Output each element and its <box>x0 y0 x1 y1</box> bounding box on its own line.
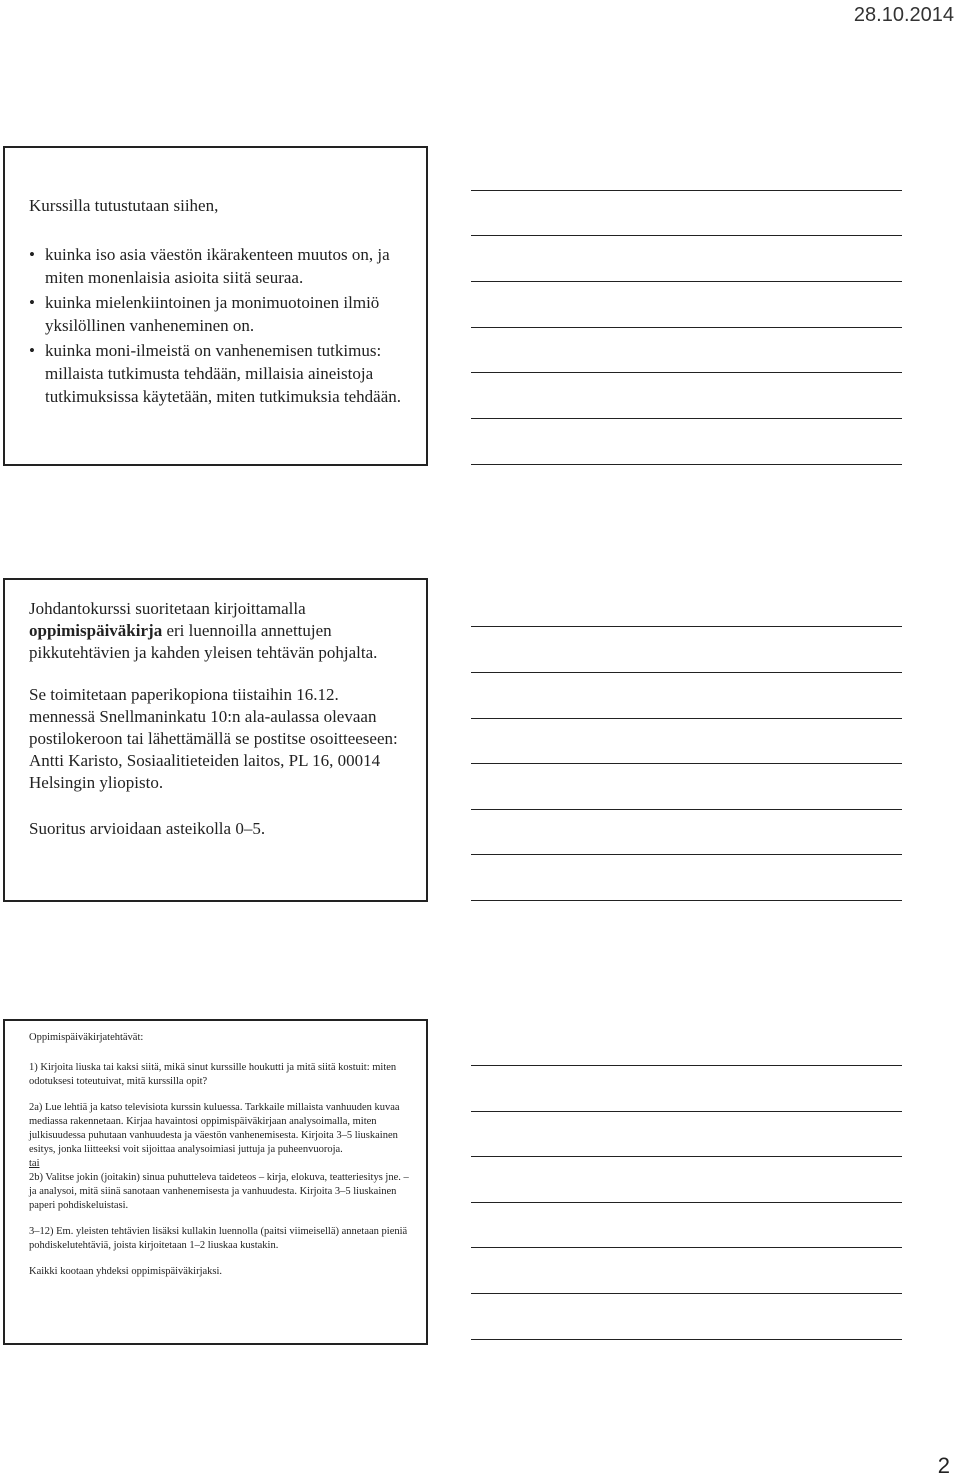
text-span: Johdantokurssi suoritetaan kirjoittamalla <box>29 599 306 618</box>
note-line <box>471 900 902 901</box>
note-line <box>471 1156 902 1157</box>
note-line <box>471 626 902 627</box>
slide-1-intro: Kurssilla tutustutaan siihen, <box>29 196 219 215</box>
text-span: eri luennoilla annettujen pikkutehtävien ja kahden yleisen tehtävän pohjalta. <box>29 621 378 662</box>
note-line <box>471 809 902 810</box>
bullet-item: • kuinka moni-ilmeistä on vanhenemisen tutkimus: millaista tutkimusta tehdään, millaisia aineistoja tutkimuksissa käytetään, miten tutkimuksia tehdään. <box>29 339 406 408</box>
closing-note: Kaikki kootaan yhdeksi oppimispäiväkirjaksi. <box>29 1266 223 1277</box>
bold-term: oppimispäiväkirja <box>29 621 163 640</box>
slide-2-paragraph-2: Se toimitetaan paperikopiona tiistaihin 16.12. mennessä Snellmaninkatu 10:n ala-aulassa olevaan postilokeroon tai lähettämällä se postitse osoitteeseen: Antti Karisto, Sosiaalitieteiden laitos, PL 16, 00014 Helsingin yliopisto. <box>29 685 398 792</box>
note-line <box>471 1202 902 1203</box>
note-line <box>471 1247 902 1248</box>
note-line <box>471 327 902 328</box>
note-line <box>471 718 902 719</box>
note-line <box>471 1293 902 1294</box>
bullet-item: • kuinka mielenkiintoinen ja monimuotoinen ilmiö yksilöllinen vanheneminen on. <box>29 291 406 337</box>
note-line <box>471 418 902 419</box>
slide-3-title: Oppimispäiväkirjatehtävät: <box>29 1032 144 1043</box>
note-line <box>471 763 902 764</box>
page-number: 2 <box>937 1453 950 1478</box>
slide-2-paragraph-3: Suoritus arvioidaan asteikolla 0–5. <box>29 819 266 838</box>
note-line <box>471 235 902 236</box>
note-line <box>471 372 902 373</box>
note-line <box>471 1339 902 1340</box>
slide-1 <box>3 146 428 466</box>
or-label: tai <box>29 1158 40 1169</box>
note-line <box>471 190 902 191</box>
task-2b: 2b) Valitse jokin (joitakin) sinua puhutteleva taideteos – kirja, elokuva, teatteriesitys jne. – ja analysoi, mitä siinä sanotaan vanhenemisesta ja vanhuudesta. Kirjoita 3–5 liuskainen paperi pohdiskeluistasi. <box>29 1172 409 1211</box>
slide-2 <box>3 578 428 902</box>
note-line <box>471 464 902 465</box>
note-line <box>471 1111 902 1112</box>
slide-3 <box>3 1019 428 1345</box>
header-date: 28.10.2014 <box>853 4 954 26</box>
slide-2-paragraph-1 <box>29 598 406 664</box>
task-2a: 2a) Lue lehtiä ja katso televisiota kurssin kuluessa. Tarkkaile millaista vanhuuden kuvaa mediassa rakennetaan. Kirjaa havaintosi oppimispäiväkirjaan analysoimalla, miten julkisuudessa puhutaan vanhuudesta ja väestön vanhenemisesta. Kirjoita 3–5 liuskainen esitys, jonka liitteeksi voit sijoittaa analysoimiasi juttuja ja puheenvuoroja. <box>29 1102 400 1155</box>
or-wrapper <box>29 1157 410 1171</box>
task-1: 1) Kirjoita liuska tai kaksi siitä, mikä sinut kurssille houkutti ja mitä siitä kostuit: miten odotuksesi toteutuivat, mitä kurssilla opit? <box>29 1062 397 1087</box>
slide-1-bullet-list <box>29 243 406 408</box>
note-line <box>471 854 902 855</box>
bullet-item: • kuinka iso asia väestön ikärakenteen muutos on, ja miten monenlaisia asioita siitä seuraa. <box>29 243 406 289</box>
task-3: 3–12) Em. yleisten tehtävien lisäksi kullakin luennolla (paitsi viimeisellä) annetaan pieniä pohdiskelutehtäviä, joista kirjoitetaan 1–2 liuskaa kustakin. <box>29 1226 408 1251</box>
note-line <box>471 1065 902 1066</box>
note-line <box>471 672 902 673</box>
note-line <box>471 281 902 282</box>
